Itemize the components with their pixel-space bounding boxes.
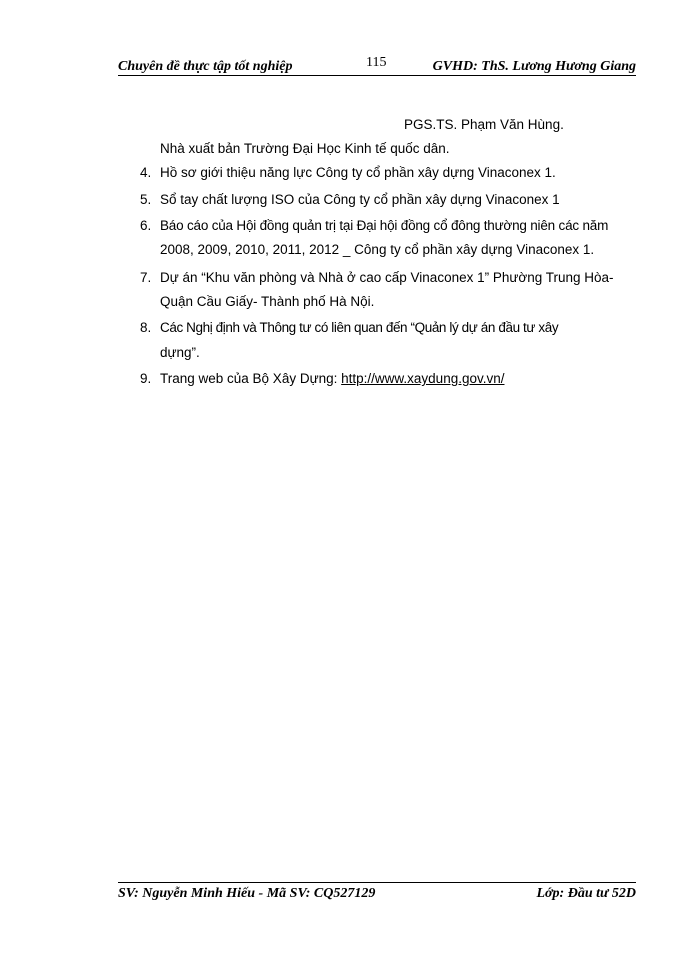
reference-number: 7. <box>140 270 152 285</box>
footer-class: Lớp: Đầu tư 52D <box>536 886 636 901</box>
reference-text: 2008, 2009, 2010, 2011, 2012 _ Công ty cổ phần xây dựng Vinaconex 1. <box>160 242 595 257</box>
reference-number: 9. <box>140 371 152 386</box>
website-link[interactable]: http://www.xaydung.gov.vn/ <box>341 371 505 386</box>
reference-text <box>160 371 504 386</box>
page-number: 115 <box>366 55 387 70</box>
reference-text: Quận Cầu Giấy- Thành phố Hà Nội. <box>160 294 375 309</box>
page-header <box>118 55 636 76</box>
reference-continuation-author: PGS.TS. Phạm Văn Hùng. <box>404 117 564 132</box>
reference-number: 8. <box>140 320 152 335</box>
reference-text: Sổ tay chất lượng ISO của Công ty cổ phần xây dựng Vinaconex 1 <box>160 192 560 207</box>
reference-number: 6. <box>140 218 152 233</box>
reference-number: 5. <box>140 192 152 207</box>
footer-student: SV: Nguyễn Minh Hiếu - Mã SV: CQ527129 <box>118 886 376 901</box>
reference-continuation-publisher: Nhà xuất bản Trường Đại Học Kinh tế quốc dân. <box>160 141 450 156</box>
reference-text-label: Trang web của Bộ Xây Dựng: <box>160 371 342 386</box>
header-advisor: GVHD: ThS. Lương Hương Giang <box>432 59 636 74</box>
reference-text: Các Nghị định và Thông tư có liên quan đến “Quản lý dự án đầu tư xây <box>160 320 559 335</box>
reference-text: dựng”. <box>160 345 200 360</box>
reference-text: Dự án “Khu văn phòng và Nhà ở cao cấp Vinaconex 1” Phường Trung Hòa- <box>160 270 614 285</box>
header-title: Chuyên đề thực tập tốt nghiệp <box>118 59 293 74</box>
reference-number: 4. <box>140 165 152 180</box>
page-footer <box>118 882 636 903</box>
reference-text: Hồ sơ giới thiệu năng lực Công ty cổ phần xây dựng Vinaconex 1. <box>160 165 556 180</box>
reference-text: Báo cáo của Hội đồng quản trị tại Đại hội đồng cổ đông thường niên các năm <box>160 218 609 233</box>
